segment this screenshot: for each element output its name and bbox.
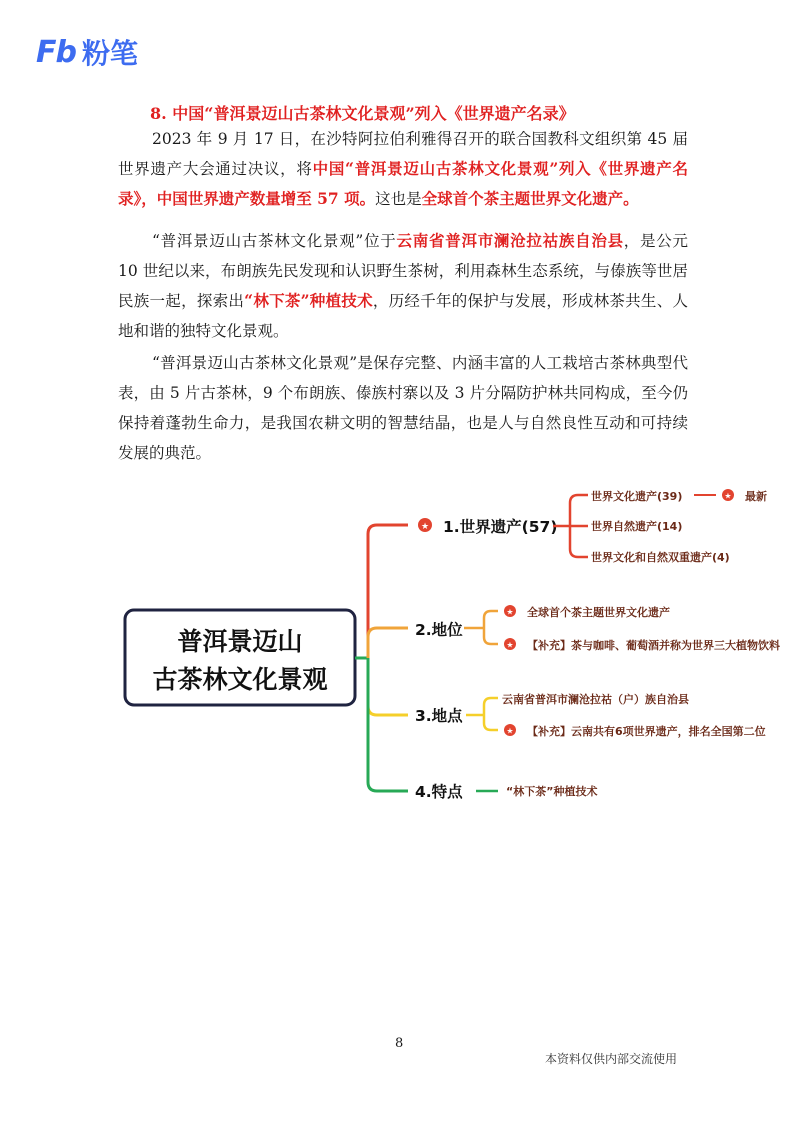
p1-text-c: 这也是 xyxy=(375,190,422,208)
page-number: 8 xyxy=(395,1036,404,1051)
mindmap-b1-child2: 世界自然遗产(14) xyxy=(591,520,683,533)
p2-highlight-d: “林下茶”种植技术 xyxy=(244,291,373,310)
mindmap-root-line1: 普洱景迈山 xyxy=(177,627,303,656)
mindmap-b3-child2: 【补充】云南共有6项世界遗产，排名全国第二位 xyxy=(527,725,766,738)
star-icon-glyph: ★ xyxy=(506,640,514,650)
p2-text-c: ，是公元 10 世纪以来，布朗族先民发现和认识野生茶树，利用森林生态系统，与傣族等世居民族一起，探索出 xyxy=(118,232,688,310)
p2-highlight-b: 云南省普洱市澜沧拉祜族自治县 xyxy=(396,231,624,250)
star-icon-glyph: ★ xyxy=(506,607,514,617)
brand-logo-text: 粉笔 xyxy=(81,37,138,70)
mindmap-b2-child1: 全球首个茶主题世界文化遗产 xyxy=(527,606,670,619)
p2-text-e: ，历经千年的保护与发展，形成林茶共生、人地和谐的独特文化景观。 xyxy=(118,292,688,340)
mindmap-b2-child2: 【补充】茶与咖啡、葡萄酒并称为世界三大植物饮料 xyxy=(527,639,780,652)
mindmap-b3-child1: 云南省普洱市澜沧拉祜（户）族自治县 xyxy=(502,693,689,706)
mindmap-branch2-line xyxy=(368,628,408,658)
mindmap-branch1-line xyxy=(368,525,408,658)
brand-logo-mark: Fb xyxy=(36,34,76,70)
section-heading: 8. 中国“普洱景迈山古茶林文化景观”列入《世界遗产名录》 xyxy=(150,104,575,123)
mindmap-branch2-label: 2.地位 xyxy=(415,621,463,639)
footer-note: 本资料仅供内部交流使用 xyxy=(545,1052,678,1066)
p1-highlight-d: 全球首个茶主题世界文化遗产。 xyxy=(421,189,639,208)
mindmap-b4-child1: “林下茶”种植技术 xyxy=(506,785,598,798)
mindmap-branch1-label: 1.世界遗产(57) xyxy=(443,518,558,536)
p2-text-a: “普洱景迈山古茶林文化景观”位于 xyxy=(152,232,397,250)
mindmap-branch4-line xyxy=(368,658,408,791)
mindmap-root-line2: 古茶林文化景观 xyxy=(152,665,328,694)
star-icon-glyph: ★ xyxy=(724,491,732,501)
mindmap-branch3-line xyxy=(368,658,408,715)
mindmap-branch4-label: 4.特点 xyxy=(415,783,463,801)
mindmap-b1-child3: 世界文化和自然双重遗产(4) xyxy=(591,551,730,564)
star-icon-glyph: ★ xyxy=(420,522,430,532)
mindmap-b1-note: 最新 xyxy=(745,490,767,503)
mindmap-b1-child1: 世界文化遗产(39) xyxy=(591,490,683,503)
mindmap-branch3-children-lines xyxy=(484,698,498,730)
mindmap-branch1-children-lines xyxy=(570,495,588,557)
paragraph-3: “普洱景迈山古茶林文化景观”是保存完整、内涵丰富的人工栽培古茶林典型代表，由 5 片古茶林，9 个布朗族、傣族村寨以及 3 片分隔防护林共同构成，至今仍保持着蓬勃生命力，是我国农耕文明的智慧结晶，也是人与自然良性互动和可持续发展的典范。 xyxy=(118,354,688,462)
mindmap-branch3-label: 3.地点 xyxy=(415,707,463,725)
mindmap-branch2-children-lines xyxy=(484,611,498,644)
p1-text-a: 2023 年 9 月 17 日，在沙特阿拉伯利雅得召开的联合国教科文组织第 45 届世界遗产大会通过决议，将 xyxy=(118,130,688,178)
star-icon-glyph: ★ xyxy=(506,726,514,736)
p1-highlight-b: 中国“普洱景迈山古茶林文化景观”列入《世界遗产名录》，中国世界遗产数量增至 57 项。 xyxy=(118,159,688,208)
